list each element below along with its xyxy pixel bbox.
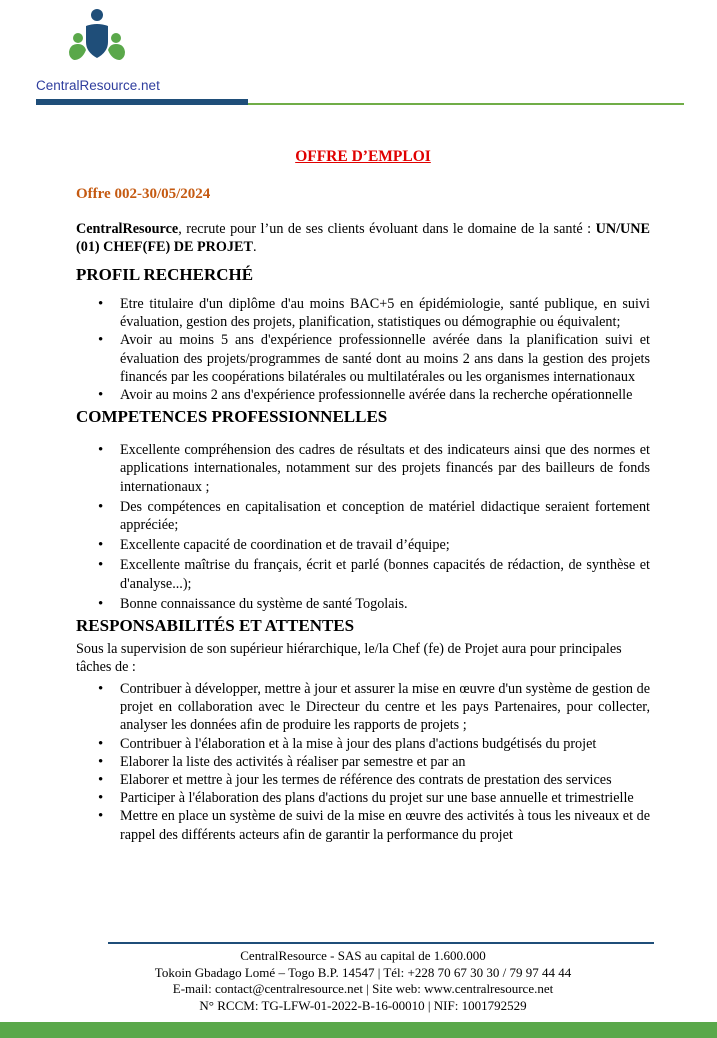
intro-company: CentralResource xyxy=(76,221,179,237)
intro-end: . xyxy=(252,239,257,255)
intro-text: , recrute pour l’un de ses clients évoluant dans le domaine de la santé : xyxy=(178,221,592,237)
list-item: • Elaborer la liste des activités à réaliser par semestre et par an xyxy=(120,753,650,771)
footer-rule xyxy=(108,942,654,944)
intro-position: UN/UNE (01) CHEF(FE) DE PROJET xyxy=(76,221,650,255)
list-item: • Contribuer à l'élaboration et à la mise à jour des plans d'actions budgétisés du projet xyxy=(120,735,650,753)
footer-line-address: Tokoin Gbadago Lomé – Togo B.P. 14547 | Tél: +228 70 67 30 30 / 79 97 44 44 xyxy=(154,964,572,980)
footer-green-bar xyxy=(0,1022,717,1038)
list-item: • Contribuer à développer, mettre à jour et assurer la mise en œuvre d'un système de gestion de projet en collaboration avec le Directeur du centre et les pays Partenaires, pour collecter, analyser les données afin de produire les rapports de projets ; xyxy=(120,680,650,735)
offer-reference: Offre 002-30/05/2024 xyxy=(76,186,211,202)
people-shield-icon xyxy=(66,8,128,70)
list-item: • Excellente compréhension des cadres de résultats et des indicateurs ainsi que des normes et applications internationales, notamment sur des projets financés par des bailleurs de fonds internationaux ; xyxy=(120,441,650,496)
list-item: • Excellente maîtrise du français, écrit et parlé (bonnes capacités de rédaction, de synthèse et d'analyse...); xyxy=(120,556,650,592)
list-item: • Mettre en place un système de suivi de la mise en œuvre des activités à tous les niveaux et de rappel des différents acteurs afin de garantir la performance du projet xyxy=(120,807,650,843)
skills-list xyxy=(76,441,650,613)
list-item: • Avoir au moins 5 ans d'expérience professionnelle avérée dans la planification suivi et évaluation des projets/programmes de santé dont au moins 2 ans dans la gestion des projets financés par les coopérations bilatérales ou multilatérales ou les organismes internationaux xyxy=(120,331,650,386)
document-title: OFFRE D’EMPLOI xyxy=(295,148,431,165)
footer xyxy=(108,948,618,1014)
list-item: • Excellente capacité de coordination et de travail d’équipe; xyxy=(120,536,650,554)
profile-heading: PROFIL RECHERCHÉ xyxy=(76,265,254,284)
list-item: • Etre titulaire d'un diplôme d'au moins BAC+5 en épidémiologie, santé publique, en suivi évaluation, gestion des projets, planification, statistiques ou démographie ou équivalent; xyxy=(120,295,650,331)
list-item: • Participer à l'élaboration des plans d'actions du projet sur une base annuelle et trimestrielle xyxy=(120,789,650,807)
footer-line-registration: N° RCCM: TG-LFW-01-2022-B-16-00010 | NIF: 1001792529 xyxy=(199,997,527,1013)
profile-list xyxy=(76,295,650,404)
list-item: • Avoir au moins 2 ans d'expérience professionnelle avérée dans la recherche opérationnelle xyxy=(120,386,650,404)
footer-line-capital: CentralResource - SAS au capital de 1.600.000 xyxy=(240,948,486,963)
list-item: • Bonne connaissance du système de santé Togolais. xyxy=(120,595,650,613)
intro-paragraph xyxy=(76,220,650,256)
footer-line-contact: E-mail: contact@centralresource.net | Site web: www.centralresource.net xyxy=(172,981,554,996)
duties-intro: Sous la supervision de son supérieur hiérarchique, le/la Chef (fe) de Projet aura pour principales tâches de : xyxy=(76,641,622,675)
duties-list xyxy=(76,680,650,844)
skills-heading: COMPETENCES PROFESSIONNELLES xyxy=(76,407,388,427)
company-logo xyxy=(36,8,166,98)
document-body xyxy=(76,148,650,844)
logo-text: CentralResource.net xyxy=(36,78,160,93)
list-item: • Elaborer et mettre à jour les termes de référence des contrats de prestation des services xyxy=(120,771,650,789)
list-item: • Des compétences en capitalisation et conception de matériel didactique seraient fortement appréciée; xyxy=(120,498,650,534)
header-rule-green xyxy=(248,103,684,105)
duties-heading: RESPONSABILITÉS ET ATTENTES xyxy=(76,616,355,636)
header-rule-blue xyxy=(36,99,248,105)
